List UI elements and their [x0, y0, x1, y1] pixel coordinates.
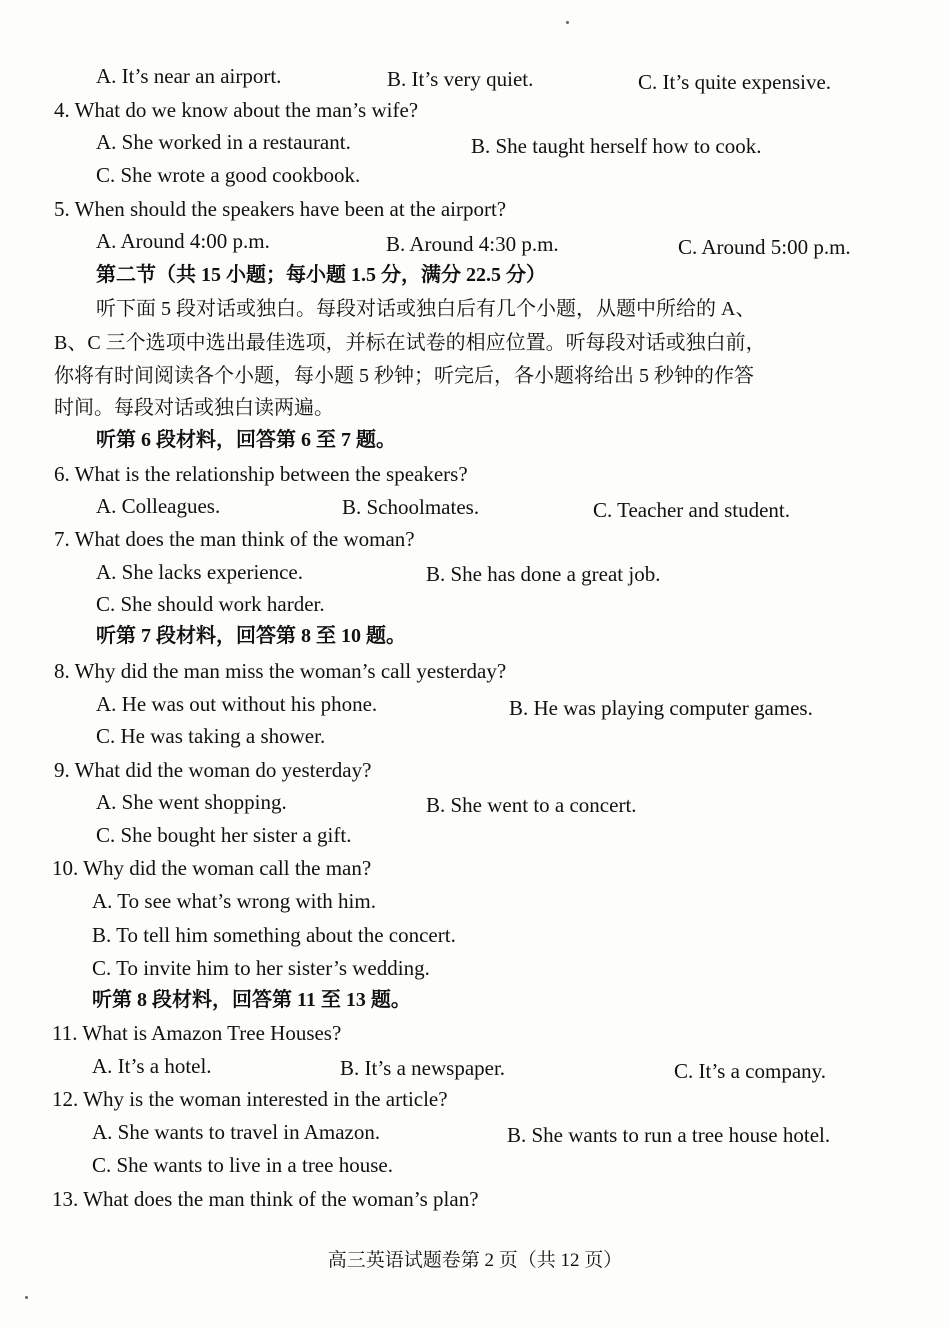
- q3-option-a: A. It’s near an airport.: [96, 64, 282, 88]
- q3-option-b: B. It’s very quiet.: [387, 67, 534, 91]
- q7-option-a: A. She lacks experience.: [96, 560, 303, 584]
- q12-option-b: B. She wants to run a tree house hotel.: [507, 1123, 831, 1147]
- scan-speck: [566, 21, 569, 24]
- q5-option-c: C. Around 5:00 p.m.: [678, 235, 851, 259]
- q12-option-c: C. She wants to live in a tree house.: [92, 1153, 393, 1177]
- q4-option-b: B. She taught herself how to cook.: [471, 134, 762, 158]
- material-7-heading: 听第 7 段材料，回答第 8 至 10 题。: [96, 625, 406, 647]
- section-instructions-line4: 时间。每段对话或独白读两遍。: [54, 397, 334, 419]
- q7-option-c: C. She should work harder.: [96, 592, 325, 616]
- q8-option-a: A. He was out without his phone.: [96, 692, 378, 716]
- q10-option-b: B. To tell him something about the concert.: [92, 923, 456, 947]
- q5-question: 5. When should the speakers have been at the airport?: [54, 197, 507, 221]
- q10-option-a: A. To see what’s wrong with him.: [92, 889, 376, 913]
- q4-option-c: C. She wrote a good cookbook.: [96, 163, 361, 187]
- section-instructions-line3: 你将有时间阅读各个小题，每小题 5 秒钟；听完后，各小题将给出 5 秒钟的作答: [54, 365, 754, 387]
- q5-option-a: A. Around 4:00 p.m.: [96, 229, 270, 253]
- q6-option-a: A. Colleagues.: [96, 494, 221, 518]
- q9-option-c: C. She bought her sister a gift.: [96, 823, 352, 847]
- q10-option-c: C. To invite him to her sister’s wedding.: [92, 956, 430, 980]
- material-6-heading: 听第 6 段材料，回答第 6 至 7 题。: [96, 429, 396, 451]
- q6-option-c: C. Teacher and student.: [593, 498, 790, 522]
- q11-question: 11. What is Amazon Tree Houses?: [52, 1021, 342, 1045]
- q12-option-a: A. She wants to travel in Amazon.: [92, 1120, 381, 1144]
- q9-question: 9. What did the woman do yesterday?: [54, 758, 372, 782]
- q6-question: 6. What is the relationship between the speakers?: [54, 462, 468, 486]
- q12-question: 12. Why is the woman interested in the article?: [52, 1087, 448, 1111]
- q7-option-b: B. She has done a great job.: [426, 562, 661, 586]
- material-8-heading: 听第 8 段材料，回答第 11 至 13 题。: [92, 989, 411, 1011]
- q9-option-a: A. She went shopping.: [96, 790, 287, 814]
- page-footer: 高三英语试题卷第 2 页（共 12 页）: [327, 1250, 623, 1271]
- q4-option-a: A. She worked in a restaurant.: [96, 130, 351, 154]
- q11-option-c: C. It’s a company.: [674, 1059, 827, 1083]
- section-instructions-line1: 听下面 5 段对话或独白。每段对话或独白后有几个小题，从题中所给的 A、: [96, 298, 756, 320]
- q6-option-b: B. Schoolmates.: [342, 495, 480, 519]
- q4-question: 4. What do we know about the man’s wife?: [54, 98, 419, 122]
- section-title: 第二节（共 15 小题；每小题 1.5 分，满分 22.5 分）: [96, 264, 546, 286]
- q8-question: 8. Why did the man miss the woman’s call yesterday?: [54, 659, 507, 683]
- q10-question: 10. Why did the woman call the man?: [52, 856, 372, 880]
- q9-option-b: B. She went to a concert.: [426, 793, 637, 817]
- section-instructions-line2: B、C 三个选项中选出最佳选项，并标在试卷的相应位置。听每段对话或独白前，: [54, 332, 766, 354]
- scan-speck: [25, 1296, 28, 1299]
- q3-option-c: C. It’s quite expensive.: [638, 70, 832, 94]
- q8-option-c: C. He was taking a shower.: [96, 724, 326, 748]
- q11-option-b: B. It’s a newspaper.: [340, 1056, 506, 1080]
- q7-question: 7. What does the man think of the woman?: [54, 527, 415, 551]
- q5-option-b: B. Around 4:30 p.m.: [386, 232, 559, 256]
- q8-option-b: B. He was playing computer games.: [509, 696, 813, 720]
- q11-option-a: A. It’s a hotel.: [92, 1054, 212, 1078]
- q13-question: 13. What does the man think of the woman’s plan?: [52, 1187, 479, 1211]
